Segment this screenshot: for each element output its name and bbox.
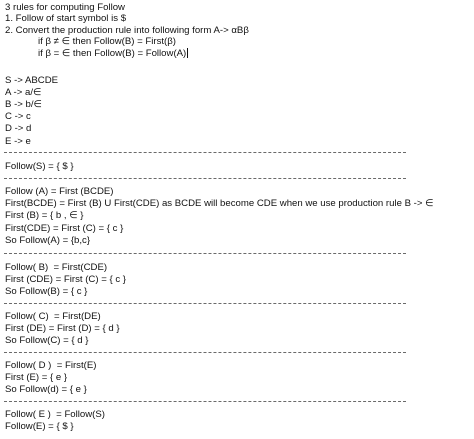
doc-title: 3 rules for computing Follow <box>5 2 125 13</box>
follow-b-line: Follow( B) = First(CDE) <box>5 262 108 273</box>
rule-1: 1. Follow of start symbol is $ <box>5 13 127 24</box>
follow-c-line: First (DE) = First (D) = { d } <box>5 323 120 334</box>
section-divider <box>4 401 406 402</box>
grammar-line: D -> d <box>5 123 32 134</box>
grammar-line: C -> c <box>5 111 31 122</box>
section-divider <box>4 253 406 254</box>
follow-d-line: Follow( D ) = First(E) <box>5 360 97 371</box>
follow-a-line: First(CDE) = First (C) = { c } <box>5 223 124 234</box>
condition-2 <box>38 48 188 59</box>
grammar-line: B -> b/∈ <box>5 99 42 110</box>
follow-a-line: First(BCDE) = First (B) U First(CDE) as BCDE will become CDE when we use production rule B -> ∈ <box>5 198 434 209</box>
section-divider <box>4 303 406 304</box>
rule-2: 2. Convert the production rule into following form A-> αBβ <box>5 25 249 36</box>
follow-e-line: Follow( E ) = Follow(S) <box>5 409 105 420</box>
follow-a-line: So Follow(A) = {b,c} <box>5 235 91 246</box>
grammar-line: S -> ABCDE <box>5 75 59 86</box>
follow-d-line: So Follow(d) = { e } <box>5 384 87 395</box>
follow-c-line: So Follow(C) = { d } <box>5 335 89 346</box>
follow-a-line: First (B) = { b , ∈ } <box>5 210 84 221</box>
follow-a-line: Follow (A) = First (BCDE) <box>5 186 114 197</box>
follow-c-line: Follow( C) = First(DE) <box>5 311 101 322</box>
follow-e-line: Follow(E) = { $ } <box>5 421 74 432</box>
condition-2-text: if β = ∈ then Follow(B) = Follow(A) <box>38 48 187 59</box>
text-cursor <box>187 48 188 58</box>
grammar-line: A -> a/∈ <box>5 87 42 98</box>
condition-1: if β ≠ ∈ then Follow(B) = First(β) <box>38 36 176 47</box>
follow-d-line: First (E) = { e } <box>5 372 68 383</box>
follow-b-line: First (CDE) = First (C) = { c } <box>5 274 126 285</box>
follow-b-line: So Follow(B) = { c } <box>5 286 88 297</box>
follow-s-line: Follow(S) = { $ } <box>5 161 74 172</box>
section-divider <box>4 152 406 153</box>
grammar-line: E -> e <box>5 136 31 147</box>
section-divider <box>4 178 406 179</box>
section-divider <box>4 352 406 353</box>
